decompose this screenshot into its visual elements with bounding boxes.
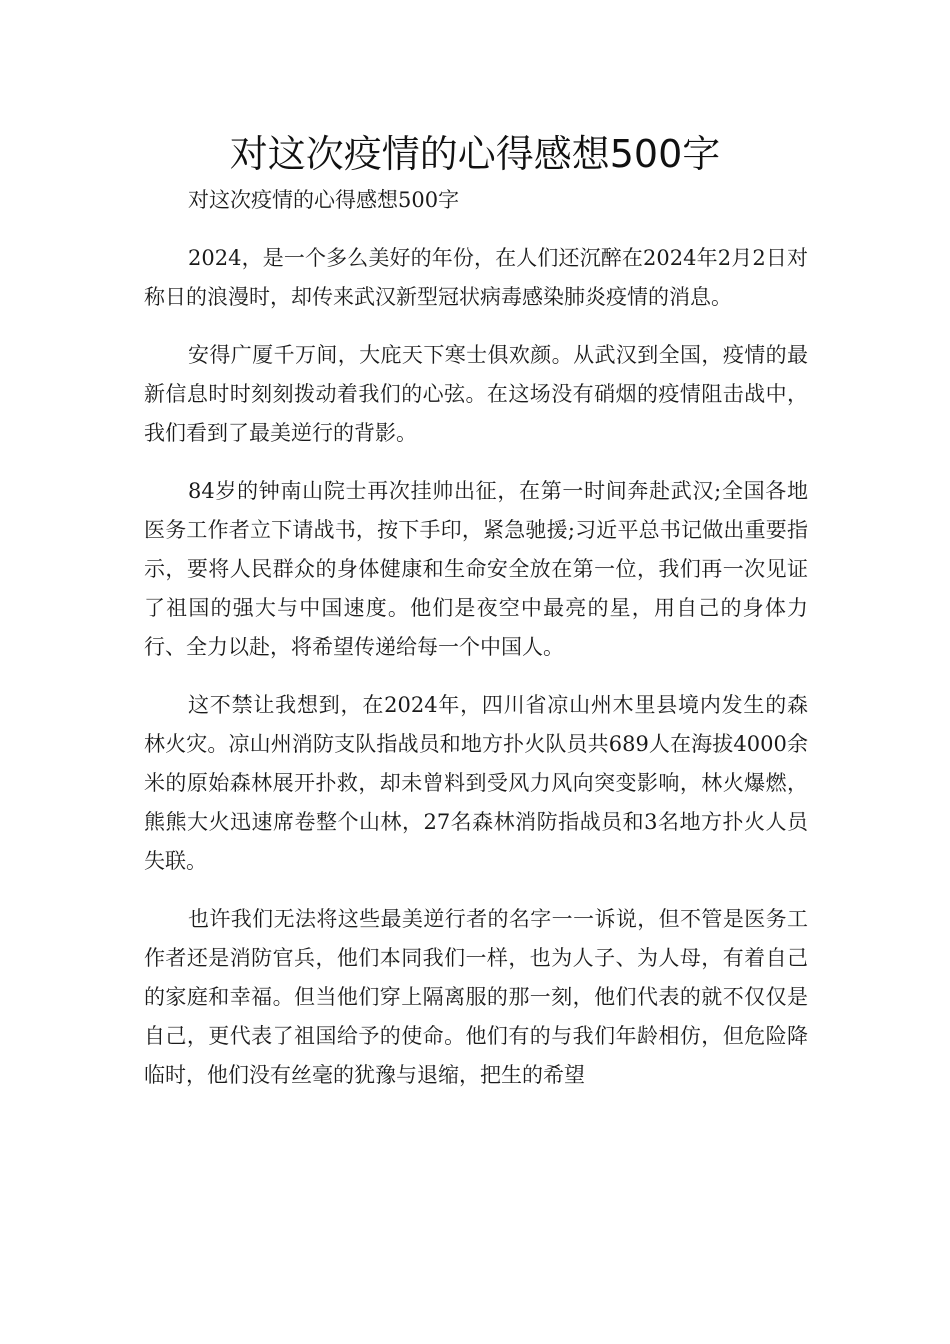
paragraph: 84岁的钟南山院士再次挂帅出征，在第一时间奔赴武汉;全国各地医务工作者立下请战书，按下手印，紧急驰援;习近平总书记做出重要指示，要将人民群众的身体健康和生命安全放在第一位，我们再一次见证了祖国的强大与中国速度。他们是夜空中最亮的星，用自己的身体力行、全力以赴，将希望传递给每一个中国人。 — [144, 479, 808, 659]
document-body — [144, 181, 808, 1114]
paragraph: 2024，是一个多么美好的年份，在人们还沉醉在2024年2月2日对称日的浪漫时，却传来武汉新型冠状病毒感染肺炎疫情的消息。 — [144, 246, 808, 309]
paragraph: 安得广厦千万间，大庇天下寒士俱欢颜。从武汉到全国，疫情的最新信息时时刻刻拨动着我们的心弦。在这场没有硝烟的疫情阻击战中，我们看到了最美逆行的背影。 — [144, 343, 808, 445]
document-title: 对这次疫情的心得感想500字 — [229, 132, 721, 176]
paragraph: 也许我们无法将这些最美逆行者的名字一一诉说，但不管是医务工作者还是消防官兵，他们本同我们一样，也为人子、为人母，有着自己的家庭和幸福。但当他们穿上隔离服的那一刻，他们代表的就不仅仅是自己，更代表了祖国给予的使命。他们有的与我们年龄相仿，但危险降临时，他们没有丝毫的犹豫与退缩，把生的希望 — [144, 907, 808, 1087]
document-subtitle: 对这次疫情的心得感想500字 — [188, 188, 460, 212]
paragraph: 这不禁让我想到，在2024年，四川省凉山州木里县境内发生的森林火灾。凉山州消防支队指战员和地方扑火队员共689人在海拔4000余米的原始森林展开扑救，却未曾料到受风力风向突变影响，林火爆燃，熊熊大火迅速席卷整个山林，27名森林消防指战员和3名地方扑火人员失联。 — [144, 693, 808, 873]
